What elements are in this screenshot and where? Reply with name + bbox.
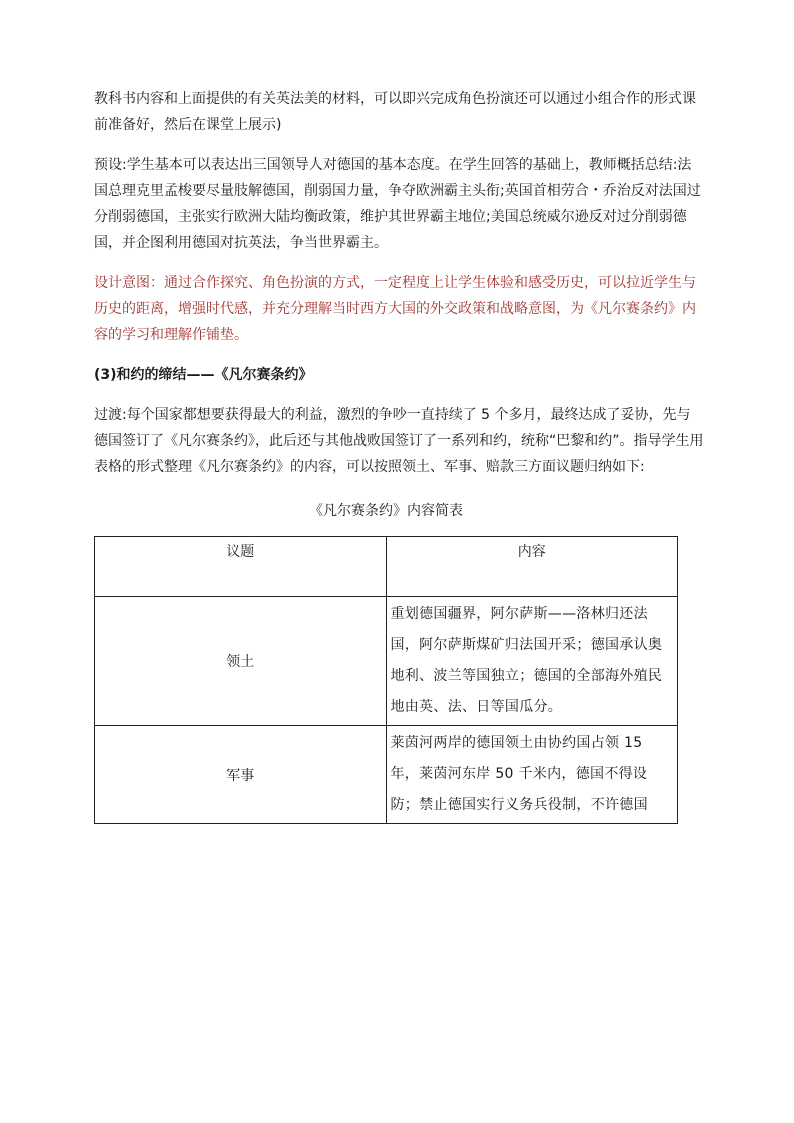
table-caption: 《凡尔赛条约》内容简表 [309, 503, 463, 519]
section-heading: (3)和约的缔结——《凡尔赛条约》 [94, 367, 313, 383]
document-page [94, 86, 704, 824]
paragraph-design-intent: 设计意图：通过合作探究、角色扮演的方式，一定程度上让学生体验和感受历史，可以拉近学生与历史的距离，增强时代感，并充分理解当时西方大国的外交政策和战略意图，为《凡尔赛条约》内容的学习和理解作铺垫。 [94, 275, 696, 343]
row-issue-military: 军事 [95, 726, 387, 824]
table-row [95, 597, 678, 726]
paragraph-roleplay-note: 教科书内容和上面提供的有关英法美的材料，可以即兴完成角色扮演还可以通过小组合作的形式课前准备好，然后在课堂上展示) [94, 91, 696, 133]
paragraph-preset-answer: 预设:学生基本可以表达出三国领导人对德国的基本态度。在学生回答的基础上，教师概括总结:法国总理克里孟梭要尽量肢解德国，削弱国力量，争夺欧洲霸主头衔;英国首相劳合・乔治反对法国过分削弱德国，主张实行欧洲大陆均衡政策，维护其世界霸主地位;美国总统威尔逊反对过分削弱德国，并企图利用德国对抗英法，争当世界霸主。 [94, 157, 701, 251]
paragraph-transition: 过渡:每个国家都想要获得最大的利益，激烈的争吵一直持续了 5 个多月，最终达成了妥协，先与德国签订了《凡尔赛条约》，此后还与其他战败国签订了一系列和约，统称“巴黎和约”。指导学生用表格的形式整理《凡尔赛条约》的内容，可以按照领土、军事、赔款三方面议题归纳如下: [94, 407, 704, 475]
row-content-military: 莱茵河两岸的德国领土由协约国占领 15 年，莱茵河东岸 50 千米内，德国不得设防；禁止德国实行义务兵役制，不许德国 [386, 726, 678, 824]
header-issue: 议题 [95, 537, 387, 597]
table-row [95, 726, 678, 824]
row-issue-territory: 领土 [95, 597, 387, 726]
table-header-row [95, 537, 678, 597]
row-content-territory: 重划德国疆界，阿尔萨斯——洛林归还法国，阿尔萨斯煤矿归法国开采；德国承认奥地利、波兰等国独立；德国的全部海外殖民地由英、法、日等国瓜分。 [386, 597, 678, 726]
treaty-content-table [94, 536, 678, 824]
header-content: 内容 [386, 537, 678, 597]
